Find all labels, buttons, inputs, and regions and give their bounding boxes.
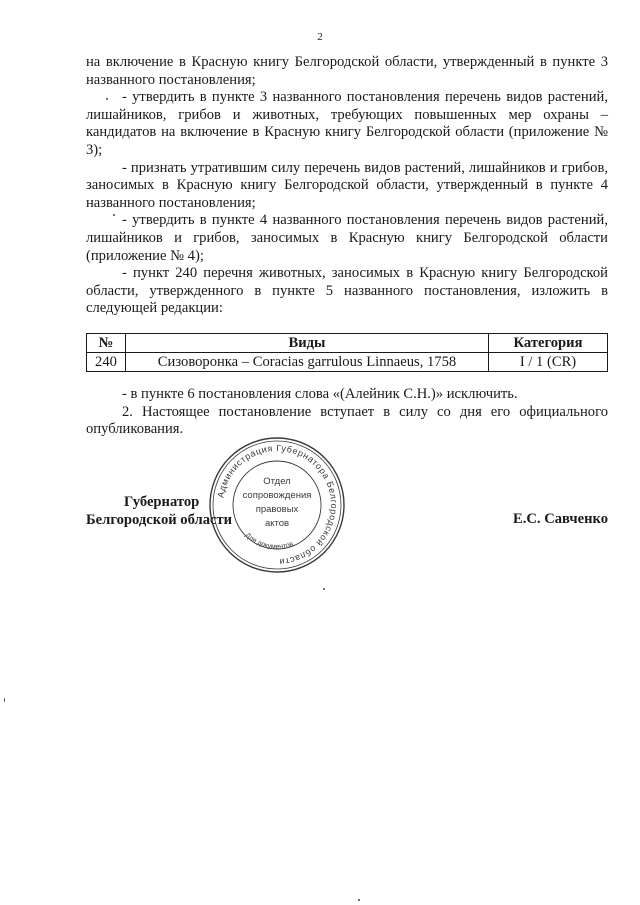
stamp-center-line: правовых (255, 504, 299, 515)
scan-speck (358, 899, 360, 901)
signature-name: Е.С. Савченко (512, 511, 608, 527)
stamp-center-line: сопровождения (242, 490, 312, 501)
stamp-center-line: актов (264, 518, 290, 529)
stamp-seal-icon (206, 434, 348, 576)
scan-speck (113, 214, 115, 216)
paragraph: на включение в Красную книгу Белгородской области, утвержденный в пункте 3 названного постановления; (86, 54, 608, 88)
scan-speck (323, 588, 325, 590)
signature-title-line1: Губернатор (124, 494, 200, 510)
table-cell-number: 240 (87, 353, 126, 372)
official-stamp (206, 434, 348, 576)
table-cell-category: I / 1 (CR) (489, 353, 608, 372)
species-table (86, 333, 608, 372)
paragraph: - пункт 240 перечня животных, заносимых в Красную книгу Белгородской области, утвержденного в пункте 5 названного постановления, изложить в следующей редакции: (86, 265, 608, 317)
stamp-outer-text: Администрация Губернатора Белгородской области (215, 442, 340, 568)
table-header-row (87, 334, 608, 353)
table-header-number: № (87, 334, 126, 353)
svg-text:Для документов (244, 532, 295, 551)
page-number: 2 (317, 31, 323, 43)
closing-text (86, 386, 608, 439)
paragraph: - в пункте 6 постановления слова «(Алейник С.Н.)» исключить. (122, 386, 518, 402)
paragraph: - утвердить в пункте 3 названного постановления перечень видов растений, лишайников, грибов и животных, требующих повышенных мер охраны – кандидатов на включение в Красную книгу Белгородской области (приложение № 3); (86, 89, 608, 158)
signature-title-line2: Белгородской области (86, 511, 233, 528)
document-body (86, 54, 608, 318)
paragraph: - признать утратившим силу перечень видов растений, лишайников и грибов, заносимых в Красную книгу Белгородской области, утвержденный в пункте 4 названного постановления; (86, 159, 608, 211)
scan-speck (106, 98, 108, 100)
table-cell-species: Сизоворонка – Coracias garrulous Linnaeus, 1758 (126, 353, 489, 372)
scan-speck (4, 698, 5, 702)
paragraph: - утвердить в пункте 4 названного постановления перечень видов растений, лишайников и грибов, заносимых в Красную книгу Белгородской области (приложение № 4); (86, 212, 608, 264)
paragraph: 2. Настоящее постановление вступает в силу со дня его официального опубликования. (86, 403, 608, 438)
stamp-lower-text: Для документов (243, 531, 295, 551)
table-header-species: Виды (126, 334, 489, 353)
table-header-category: Категория (489, 334, 608, 353)
stamp-center-line: Отдел (263, 476, 291, 487)
table-row (87, 353, 608, 372)
